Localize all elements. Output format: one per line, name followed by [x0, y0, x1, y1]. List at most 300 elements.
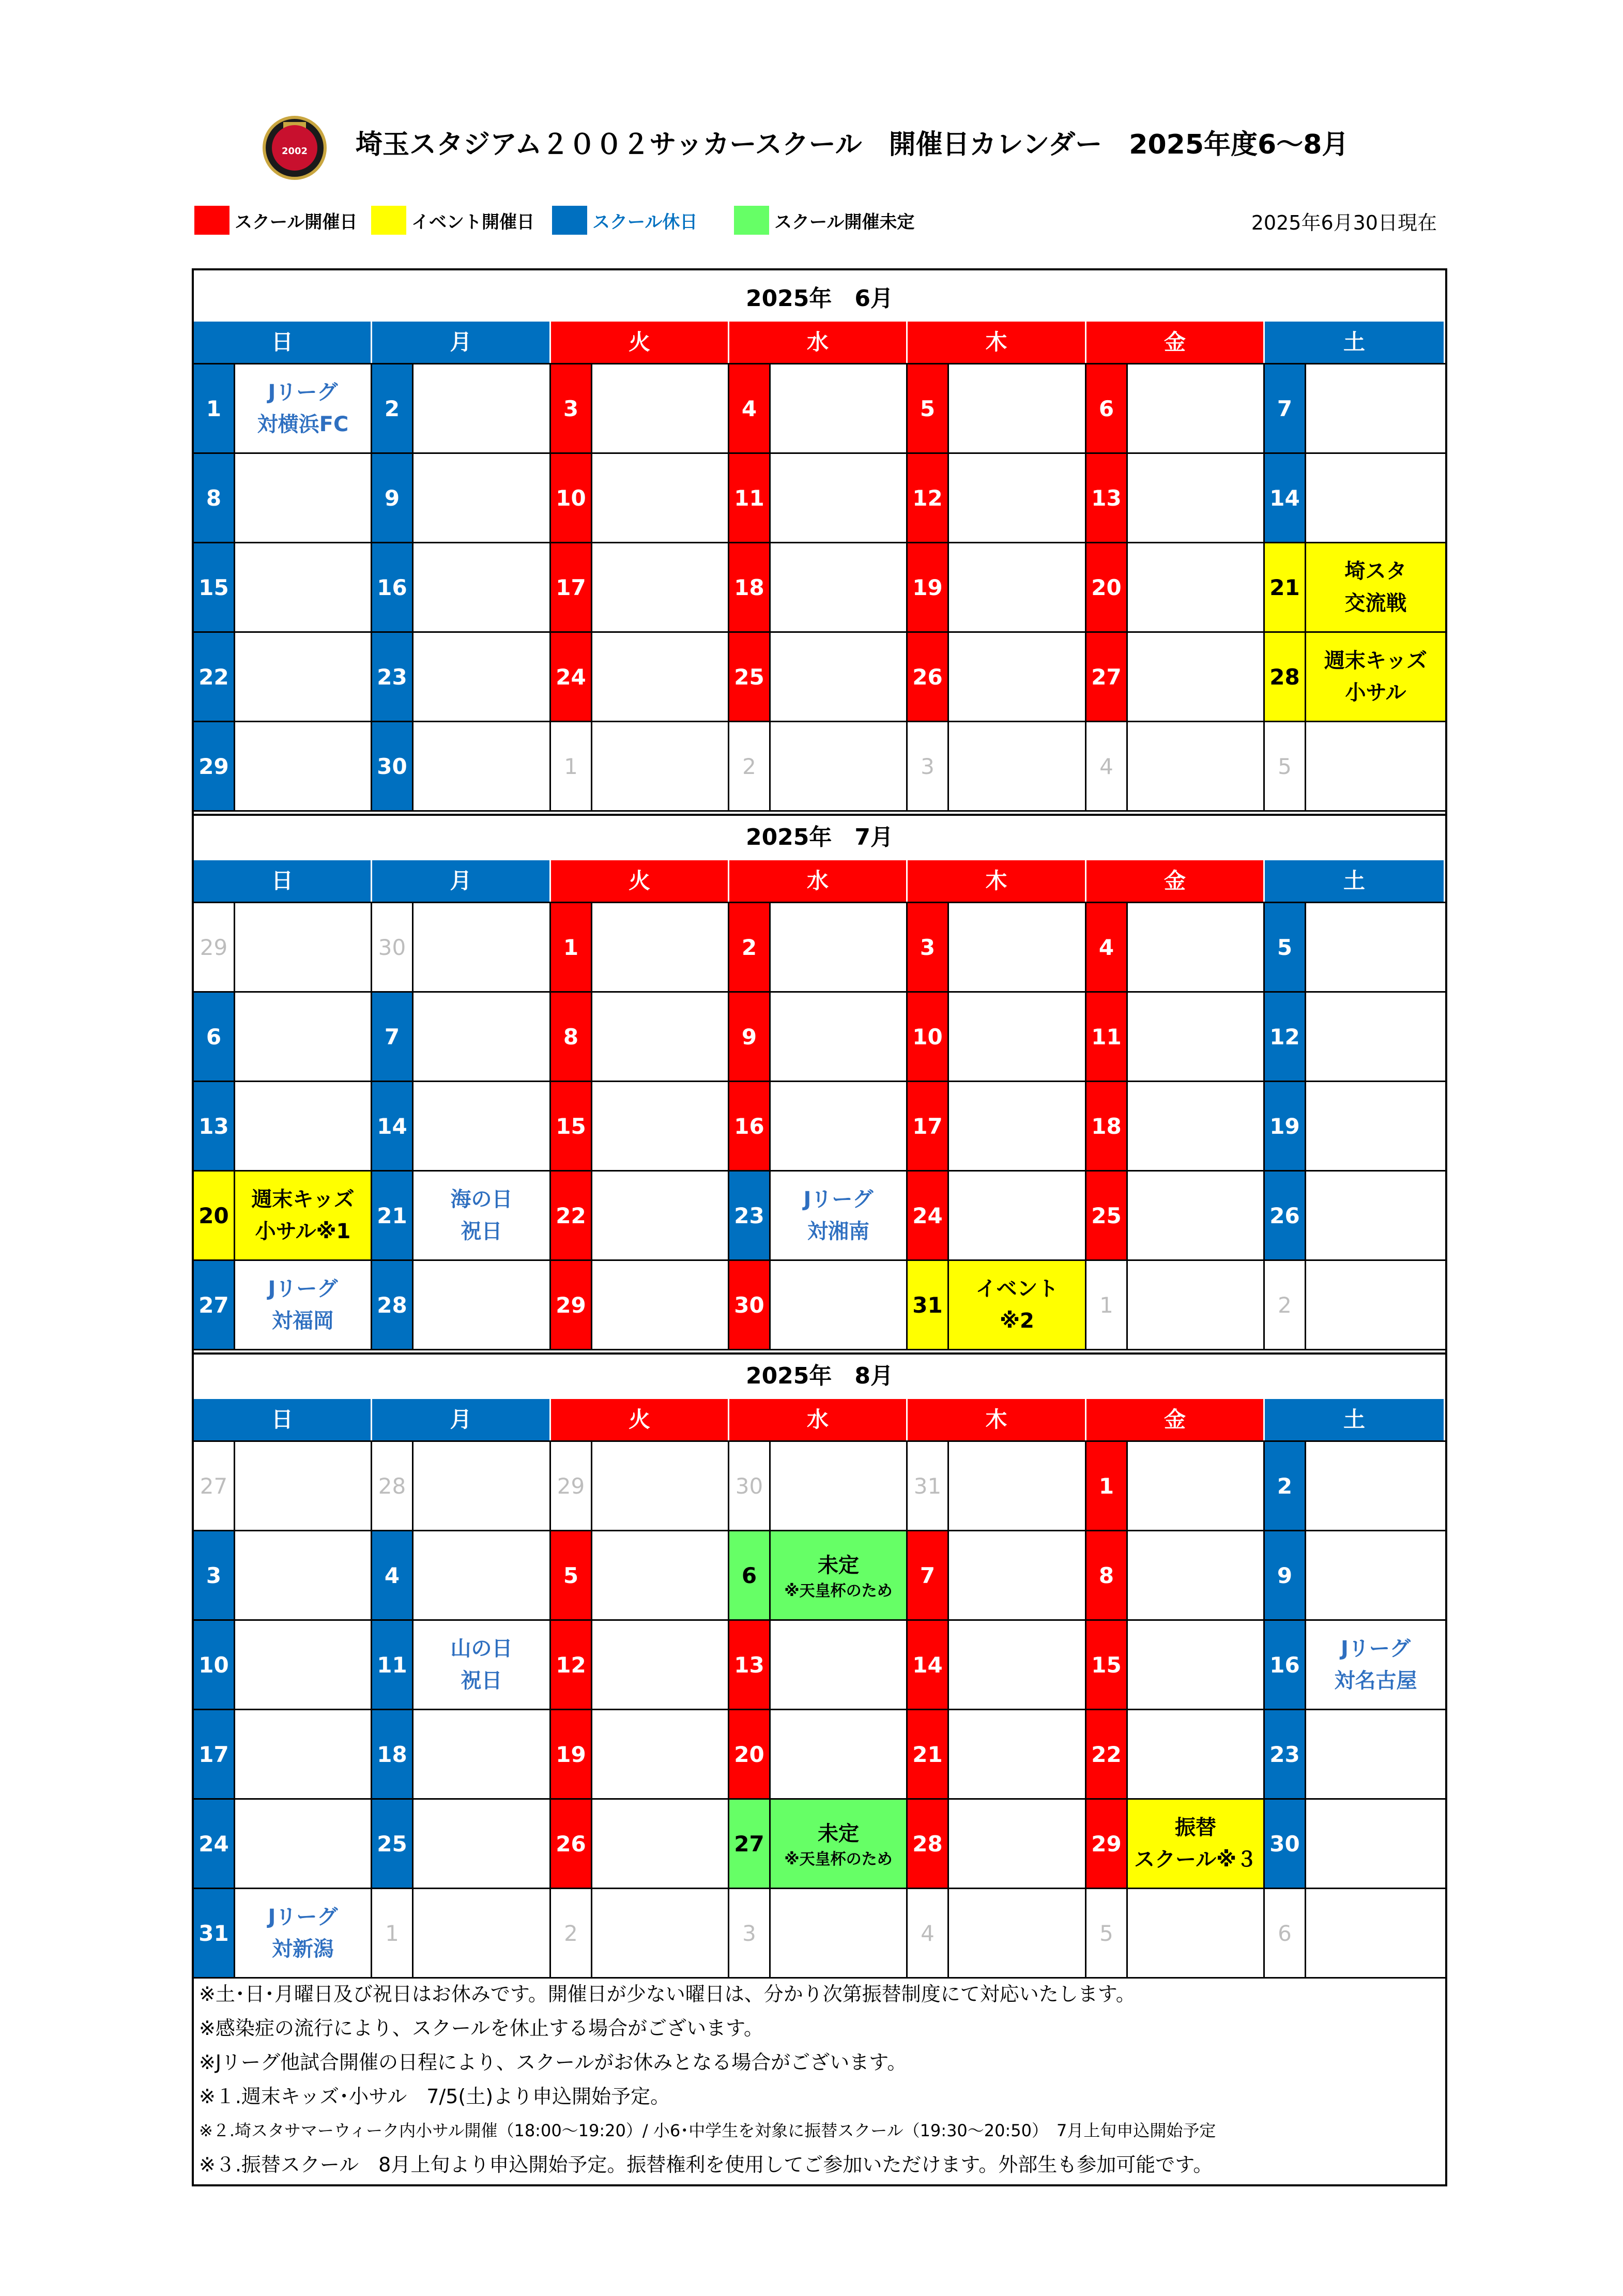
day-number: 5	[1265, 722, 1306, 810]
day-number: 25	[729, 633, 771, 721]
day-number: 28	[908, 1800, 949, 1888]
day-cell	[729, 722, 908, 812]
legend-label: スクール開催日	[235, 211, 358, 233]
day-number: 20	[1086, 543, 1128, 631]
day-cell	[194, 1800, 372, 1889]
weekday-header: 金	[1086, 322, 1265, 363]
day-number: 21	[908, 1710, 949, 1798]
day-cell	[1265, 722, 1445, 812]
day-note-line: ※2	[1000, 1309, 1034, 1333]
day-note-line: 祝日	[461, 1669, 502, 1693]
day-cell	[194, 993, 372, 1082]
day-cell	[551, 722, 729, 812]
day-cell	[1265, 1800, 1445, 1889]
weekday-header: 木	[908, 860, 1086, 902]
day-number: 12	[908, 454, 949, 542]
day-cell	[1086, 903, 1265, 993]
day-cell	[551, 1172, 729, 1261]
day-cell	[551, 1800, 729, 1889]
day-number: 6	[194, 993, 235, 1081]
day-cell	[551, 543, 729, 633]
day-number: 15	[1086, 1621, 1128, 1709]
day-number: 6	[1265, 1889, 1306, 1977]
day-number: 16	[372, 543, 414, 631]
day-cell	[908, 364, 1086, 454]
month-title: 2025年 7月	[745, 824, 894, 850]
day-cell	[194, 903, 372, 993]
day-cell	[1265, 633, 1445, 722]
weekday-header: 土	[1265, 322, 1445, 363]
day-note-line: 週末キッズ	[1324, 649, 1428, 673]
day-cell	[908, 993, 1086, 1082]
legend-label: スクール開催未定	[774, 211, 915, 233]
day-cell	[1086, 1889, 1265, 1979]
day-cell	[729, 993, 908, 1082]
weekday-header: 火	[551, 1399, 729, 1440]
day-number: 8	[194, 454, 235, 542]
day-number: 16	[1265, 1621, 1306, 1709]
day-cell	[551, 1082, 729, 1172]
day-cell	[908, 1531, 1086, 1621]
day-number: 5	[551, 1531, 592, 1619]
day-cell	[908, 633, 1086, 722]
day-number: 2	[1265, 1261, 1306, 1349]
day-number: 2	[1265, 1442, 1306, 1530]
day-number: 1	[1086, 1442, 1128, 1530]
day-cell	[372, 454, 551, 543]
day-note-line: 振替	[1175, 1816, 1216, 1839]
day-number: 15	[551, 1082, 592, 1170]
day-note-line: Jリーグ	[1341, 1637, 1411, 1661]
day-cell	[551, 993, 729, 1082]
day-number: 18	[372, 1710, 414, 1798]
day-cell	[551, 1889, 729, 1979]
month-title: 2025年 6月	[745, 285, 894, 312]
day-cell	[1265, 1082, 1445, 1172]
day-note-line: スクール※３	[1134, 1848, 1258, 1872]
day-number: 25	[372, 1800, 414, 1888]
day-number: 21	[1265, 543, 1306, 631]
day-cell	[729, 1261, 908, 1350]
day-number: 4	[908, 1889, 949, 1977]
day-note	[771, 1172, 906, 1259]
weekday-header: 木	[908, 322, 1086, 363]
day-number: 22	[194, 633, 235, 721]
day-cell	[194, 633, 372, 722]
day-cell	[194, 1889, 372, 1979]
day-number: 2	[729, 722, 771, 810]
day-number: 12	[551, 1621, 592, 1709]
day-cell	[372, 543, 551, 633]
day-number: 13	[194, 1082, 235, 1170]
day-number: 13	[1086, 454, 1128, 542]
day-cell	[908, 722, 1086, 812]
day-number: 2	[551, 1889, 592, 1977]
day-number: 3	[908, 722, 949, 810]
weekday-header: 日	[194, 322, 372, 363]
day-note-line: 対横浜FC	[257, 413, 349, 436]
day-note	[414, 1172, 549, 1259]
day-number: 4	[1086, 722, 1128, 810]
day-cell	[908, 1442, 1086, 1531]
day-number: 22	[1086, 1710, 1128, 1798]
day-cell	[194, 722, 372, 812]
day-number: 28	[1265, 633, 1306, 721]
day-number: 29	[1086, 1800, 1128, 1888]
day-number: 28	[372, 1261, 414, 1349]
day-cell	[729, 1800, 908, 1889]
day-number: 10	[551, 454, 592, 542]
day-note-line: 未定	[818, 1554, 859, 1577]
weekday-header: 日	[194, 860, 372, 902]
day-cell	[194, 1531, 372, 1621]
day-number: 24	[908, 1172, 949, 1259]
day-number: 5	[908, 364, 949, 452]
weekday-header: 水	[729, 1399, 908, 1440]
day-number: 26	[1265, 1172, 1306, 1259]
day-note	[949, 1261, 1085, 1349]
legend-swatch	[371, 206, 406, 235]
day-number: 4	[372, 1531, 414, 1619]
day-cell	[372, 1710, 551, 1800]
day-note-line: 小サル※1	[255, 1220, 351, 1243]
day-number: 29	[194, 722, 235, 810]
day-number: 29	[194, 903, 235, 991]
day-number: 27	[1086, 633, 1128, 721]
day-cell	[551, 1531, 729, 1621]
day-cell	[372, 903, 551, 993]
day-number: 17	[551, 543, 592, 631]
day-note-line: 海の日	[450, 1188, 513, 1211]
school-logo	[263, 116, 327, 180]
footer-note: ※土･日･月曜日及び祝日はお休みです。開催日が少ない曜日は、分かり次第振替制度にて対応いたします。	[199, 1983, 1136, 2005]
day-number: 5	[1265, 903, 1306, 991]
weekday-header: 月	[372, 322, 551, 363]
day-number: 29	[551, 1442, 592, 1530]
day-cell	[729, 633, 908, 722]
day-cell	[729, 1710, 908, 1800]
day-number: 11	[729, 454, 771, 542]
day-number: 3	[194, 1531, 235, 1619]
day-number: 19	[551, 1710, 592, 1798]
day-number: 18	[729, 543, 771, 631]
day-note	[235, 364, 371, 452]
day-cell	[908, 1710, 1086, 1800]
day-number: 14	[908, 1621, 949, 1709]
day-cell	[1265, 1261, 1445, 1350]
day-cell	[1265, 1621, 1445, 1710]
day-number: 26	[551, 1800, 592, 1888]
day-number: 3	[908, 903, 949, 991]
day-number: 23	[1265, 1710, 1306, 1798]
footer-note: ※感染症の流行により、スクールを休止する場合がございます。	[199, 2017, 764, 2040]
day-number: 6	[729, 1531, 771, 1619]
day-cell	[1265, 1172, 1445, 1261]
day-number: 31	[194, 1889, 235, 1977]
day-number: 30	[1265, 1800, 1306, 1888]
day-number: 23	[729, 1172, 771, 1259]
day-number: 28	[372, 1442, 414, 1530]
day-note-line: 対福岡	[272, 1309, 334, 1333]
day-cell	[729, 1172, 908, 1261]
day-number: 19	[1265, 1082, 1306, 1170]
day-note-line: 山の日	[450, 1637, 513, 1661]
day-cell	[1086, 1082, 1265, 1172]
day-number: 30	[729, 1442, 771, 1530]
day-cell	[551, 1621, 729, 1710]
page-title: 埼玉スタジアム２００２サッカースクール 開催日カレンダー 2025年度6～8月	[356, 129, 1349, 160]
day-cell	[372, 722, 551, 812]
day-cell	[372, 1261, 551, 1350]
day-note	[414, 1621, 549, 1709]
day-note-line: 未定	[818, 1822, 859, 1846]
day-note-line: Jリーグ	[268, 381, 338, 404]
day-cell	[1086, 993, 1265, 1082]
day-note-line: 対湘南	[807, 1220, 869, 1243]
day-cell	[1086, 1710, 1265, 1800]
footer-note: ※Jリーグ他試合開催の日程により、スクールがお休みとなる場合がございます。	[199, 2051, 907, 2074]
day-number: 29	[551, 1261, 592, 1349]
legend-item	[194, 206, 357, 235]
day-number: 23	[372, 633, 414, 721]
day-note	[1306, 1621, 1445, 1709]
weekday-header: 土	[1265, 860, 1445, 902]
weekday-header: 木	[908, 1399, 1086, 1440]
day-note-line: イベント	[975, 1277, 1059, 1301]
day-cell	[372, 1442, 551, 1531]
day-number: 20	[729, 1710, 771, 1798]
day-cell	[729, 364, 908, 454]
day-cell	[729, 1442, 908, 1531]
weekday-header: 月	[372, 1399, 551, 1440]
day-cell	[1265, 1710, 1445, 1800]
day-number: 31	[908, 1442, 949, 1530]
day-cell	[372, 1800, 551, 1889]
day-cell	[194, 1261, 372, 1350]
day-number: 1	[372, 1889, 414, 1977]
day-cell	[372, 1889, 551, 1979]
legend-item	[734, 206, 914, 235]
day-note	[771, 1531, 906, 1619]
day-cell	[551, 1710, 729, 1800]
day-note-line: Jリーグ	[803, 1188, 874, 1211]
day-cell	[1086, 1621, 1265, 1710]
day-note	[1306, 633, 1445, 721]
day-note	[235, 1261, 371, 1349]
day-cell	[1265, 903, 1445, 993]
day-number: 9	[729, 993, 771, 1081]
day-number: 1	[551, 903, 592, 991]
legend-swatch	[734, 206, 769, 235]
day-cell	[551, 1442, 729, 1531]
day-number: 24	[551, 633, 592, 721]
day-note-line: Jリーグ	[268, 1905, 338, 1929]
day-number: 11	[372, 1621, 414, 1709]
day-number: 30	[372, 722, 414, 810]
day-note	[1306, 543, 1445, 631]
legend-item	[371, 206, 534, 235]
day-number: 16	[729, 1082, 771, 1170]
day-note	[1128, 1800, 1263, 1888]
day-cell	[1086, 1800, 1265, 1889]
day-cell	[908, 1800, 1086, 1889]
day-note	[235, 1172, 371, 1259]
day-note	[771, 1800, 906, 1888]
day-cell	[729, 903, 908, 993]
day-number: 14	[372, 1082, 414, 1170]
logo-text: 2002	[281, 146, 308, 157]
day-cell	[908, 1889, 1086, 1979]
day-number: 24	[194, 1800, 235, 1888]
day-number: 2	[372, 364, 414, 452]
day-cell	[372, 1172, 551, 1261]
legend-label: スクール休日	[592, 211, 698, 233]
day-cell	[1086, 1261, 1265, 1350]
day-number: 14	[1265, 454, 1306, 542]
day-cell	[1086, 364, 1265, 454]
day-note-line: Jリーグ	[268, 1277, 338, 1301]
day-cell	[908, 543, 1086, 633]
day-cell	[729, 1889, 908, 1979]
day-cell	[551, 903, 729, 993]
day-cell	[551, 633, 729, 722]
day-cell	[908, 454, 1086, 543]
day-number: 13	[729, 1621, 771, 1709]
day-number: 11	[1086, 993, 1128, 1081]
day-cell	[372, 1621, 551, 1710]
day-number: 4	[1086, 903, 1128, 991]
day-cell	[1265, 1531, 1445, 1621]
day-number: 9	[372, 454, 414, 542]
day-number: 5	[1086, 1889, 1128, 1977]
day-cell	[729, 454, 908, 543]
day-number: 21	[372, 1172, 414, 1259]
legend-label: イベント開催日	[411, 211, 534, 233]
day-cell	[908, 1172, 1086, 1261]
day-note-line: 対名古屋	[1334, 1669, 1417, 1693]
day-number: 27	[729, 1800, 771, 1888]
day-cell	[729, 1082, 908, 1172]
day-number: 8	[1086, 1531, 1128, 1619]
day-number: 15	[194, 543, 235, 631]
footer-note: ※１.週末キッズ･小サル 7/5(土)より申込開始予定。	[199, 2085, 670, 2108]
footer-note: ※３.振替スクール 8月上旬より申込開始予定。振替権利を使用してご参加いただけます。外部生も参加可能です。	[199, 2153, 1213, 2176]
day-number: 7	[372, 993, 414, 1081]
day-number: 2	[729, 903, 771, 991]
day-cell	[729, 543, 908, 633]
day-number: 1	[194, 364, 235, 452]
day-number: 22	[551, 1172, 592, 1259]
day-cell	[908, 1621, 1086, 1710]
day-number: 7	[1265, 364, 1306, 452]
day-number: 27	[194, 1261, 235, 1349]
day-cell	[372, 1082, 551, 1172]
day-cell	[1086, 1531, 1265, 1621]
day-cell	[1265, 1889, 1445, 1979]
day-note-line: 小サル	[1345, 681, 1406, 705]
day-number: 31	[908, 1261, 949, 1349]
day-number: 10	[908, 993, 949, 1081]
day-number: 17	[908, 1082, 949, 1170]
day-cell	[908, 1082, 1086, 1172]
weekday-header: 金	[1086, 1399, 1265, 1440]
day-cell	[1265, 454, 1445, 543]
day-cell	[1265, 364, 1445, 454]
day-number: 3	[551, 364, 592, 452]
day-number: 26	[908, 633, 949, 721]
day-note-sub: ※天皇杯のため	[784, 1582, 893, 1600]
day-cell	[194, 1621, 372, 1710]
weekday-header: 水	[729, 860, 908, 902]
day-number: 17	[194, 1710, 235, 1798]
day-cell	[1265, 1442, 1445, 1531]
weekday-header: 月	[372, 860, 551, 902]
day-note-sub: ※天皇杯のため	[784, 1850, 893, 1868]
day-cell	[194, 1082, 372, 1172]
day-note-line: 交流戦	[1344, 591, 1407, 615]
day-number: 4	[729, 364, 771, 452]
legend-item	[552, 206, 697, 235]
day-number: 27	[194, 1442, 235, 1530]
day-note-line: 埼スタ	[1344, 559, 1407, 583]
day-number: 1	[551, 722, 592, 810]
day-note-line: 祝日	[461, 1220, 502, 1243]
month-title: 2025年 8月	[745, 1363, 894, 1389]
legend-swatch	[552, 206, 587, 235]
day-cell	[1086, 1442, 1265, 1531]
day-cell	[1086, 722, 1265, 812]
day-number: 20	[194, 1172, 235, 1259]
day-cell	[551, 1261, 729, 1350]
day-cell	[372, 364, 551, 454]
weekday-header: 金	[1086, 860, 1265, 902]
footer-note: ※２.埼スタサマーウィーク内小サル開催（18:00～19:20）/ 小6･中学生を対象に振替スクール（19:30～20:50） 7月上旬申込開始予定	[199, 2121, 1216, 2140]
weekday-header: 日	[194, 1399, 372, 1440]
day-cell	[1086, 543, 1265, 633]
day-cell	[1086, 633, 1265, 722]
day-cell	[729, 1621, 908, 1710]
day-cell	[908, 903, 1086, 993]
day-cell	[372, 993, 551, 1082]
day-number: 7	[908, 1531, 949, 1619]
weekday-header: 水	[729, 322, 908, 363]
day-cell	[372, 633, 551, 722]
day-cell	[1265, 993, 1445, 1082]
day-cell	[551, 454, 729, 543]
day-cell	[194, 1442, 372, 1531]
day-number: 3	[729, 1889, 771, 1977]
day-number: 30	[729, 1261, 771, 1349]
day-number: 18	[1086, 1082, 1128, 1170]
day-number: 6	[1086, 364, 1128, 452]
day-number: 10	[194, 1621, 235, 1709]
day-note	[235, 1889, 371, 1977]
day-cell	[1086, 454, 1265, 543]
weekday-header: 火	[551, 322, 729, 363]
day-cell	[1265, 543, 1445, 633]
day-cell	[372, 1531, 551, 1621]
day-cell	[729, 1531, 908, 1621]
day-number: 9	[1265, 1531, 1306, 1619]
weekday-header: 火	[551, 860, 729, 902]
day-note-line: 週末キッズ	[251, 1188, 355, 1211]
day-number: 12	[1265, 993, 1306, 1081]
legend-swatch	[194, 206, 229, 235]
day-cell	[908, 1261, 1086, 1350]
day-cell	[194, 1172, 372, 1261]
weekday-header: 土	[1265, 1399, 1445, 1440]
day-cell	[1086, 1172, 1265, 1261]
